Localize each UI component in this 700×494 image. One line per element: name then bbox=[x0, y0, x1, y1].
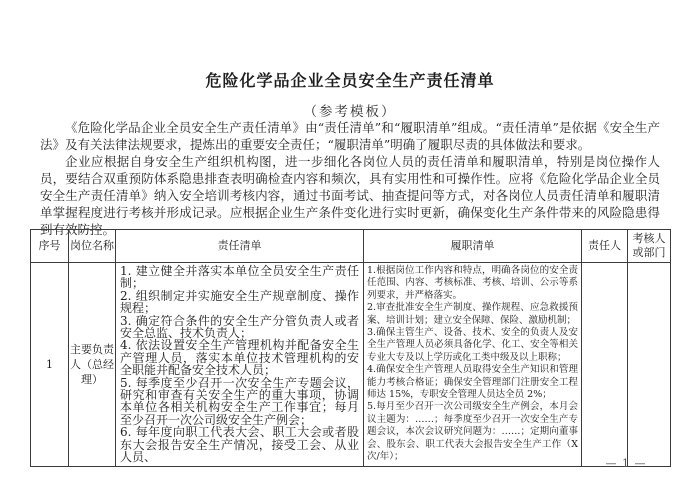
duty-item: 3.确保主管生产、设备、技术、安全的负责人及安全生产管理人员必须具备化学、化工、安全等相关专业大专及以上学历或化工类中级及以上职称； bbox=[367, 327, 578, 363]
page-number: — 1 — bbox=[605, 457, 647, 470]
document-title: 危险化学品企业全员安全生产责任清单 bbox=[205, 71, 495, 90]
responsibility-item: 2. 组织制定并实施安全生产规章制度、操作规程； bbox=[120, 288, 359, 316]
duty-item: 1.根据岗位工作内容和特点，明确各岗位的安全责任范围、内容、考核标准、考核、培训、公示等系列要求，并严格落实。 bbox=[367, 265, 578, 301]
duty-item: 4.确保安全生产管理人员取得安全生产知识和管理能力考核合格证；确保安全管理部门注册安全工程师达 15%，专职安全管理人员达全员 2%； bbox=[367, 364, 578, 401]
intro-paragraphs bbox=[40, 119, 660, 238]
paragraph-2: 企业应根据自身安全生产组织机构图，进一步细化各岗位人员的责任清单和履职清单，特别是岗位操作人员，要结合双重预防体系隐患排查表明确检查内容和频次，具有实用性和可操作性。应将《危险化学品企业全员安全生产责任清单》纳入安全培训考核内容，通过书面考试、抽查提问等方式，对各岗位人员责任清单和履职清单掌握程度进行考核并形成记录。应根据企业生产条件变化进行实时更新，确保变化生产条件带来的风险隐患得到有效防控。 bbox=[40, 154, 660, 237]
table-row bbox=[31, 263, 671, 467]
paragraph-1: 《危险化学品企业全员安全生产责任清单》由“责任清单”和“履职清单”组成。“责任清单”是依据《安全生产法》及有关法律法规要求，提炼出的重要安全责任；“履职清单”明确了履职尽责的具体做法和要求。 bbox=[40, 120, 660, 152]
cell-duty-list bbox=[364, 263, 582, 467]
cell-position: 主要负责人（总经理） bbox=[69, 263, 116, 467]
col-header-position: 岗位名称 bbox=[69, 230, 116, 263]
col-header-responsible-person: 责任人 bbox=[582, 230, 628, 263]
cell-assessor bbox=[628, 263, 671, 467]
responsibility-table bbox=[30, 229, 671, 467]
document-subtitle: （参考模板） bbox=[303, 104, 397, 120]
responsibility-item: 4. 依法设置安全生产管理机构并配备安全生产管理人员，落实本单位技术管理机构的安全职能并配备安全技术人员； bbox=[120, 338, 359, 378]
cell-responsible-person bbox=[582, 263, 628, 467]
cell-index: 1 bbox=[31, 263, 69, 467]
col-header-index: 序号 bbox=[31, 230, 69, 263]
responsibility-item: 3. 确定符合条件的安全生产分管负责人或者安全总监、技术负责人； bbox=[120, 313, 359, 341]
col-header-duty-list: 履职清单 bbox=[364, 230, 582, 263]
responsibility-item: 1. 建立健全并落实本单位全员安全生产责任制； bbox=[120, 264, 359, 291]
table-header-row bbox=[31, 230, 671, 263]
col-header-assessor: 考核人或部门 bbox=[628, 230, 671, 263]
col-header-responsibility-list: 责任清单 bbox=[116, 230, 364, 263]
cell-responsibility-list bbox=[116, 263, 364, 467]
responsibility-item: 5. 每季度至少召开一次安全生产专题会议，研究和审查有关安全生产的重大事项，协调本单位各相关机构安全生产工作事宜；每月至少召开一次公司级安全生产例会； bbox=[120, 375, 359, 427]
duty-item: 5.每月至少召开一次公司级安全生产例会，本月会议主题为：……；每季度至少召开一次安全生产专题会议，本次会议研究问题为：……；定期向董事会、股东会、职工代表大会报告安全生产工作（X 次/年）； bbox=[367, 401, 578, 463]
duty-item: 2.审查批准安全生产制度、操作规程、应急救援预案、培训计划；建立安全保障、保险、激励机制； bbox=[367, 302, 578, 326]
responsibility-item: 6. 每年度向职工代表大会、职工大会或者股东大会报告安全生产情况，接受工会、从业人员、 bbox=[120, 425, 359, 465]
